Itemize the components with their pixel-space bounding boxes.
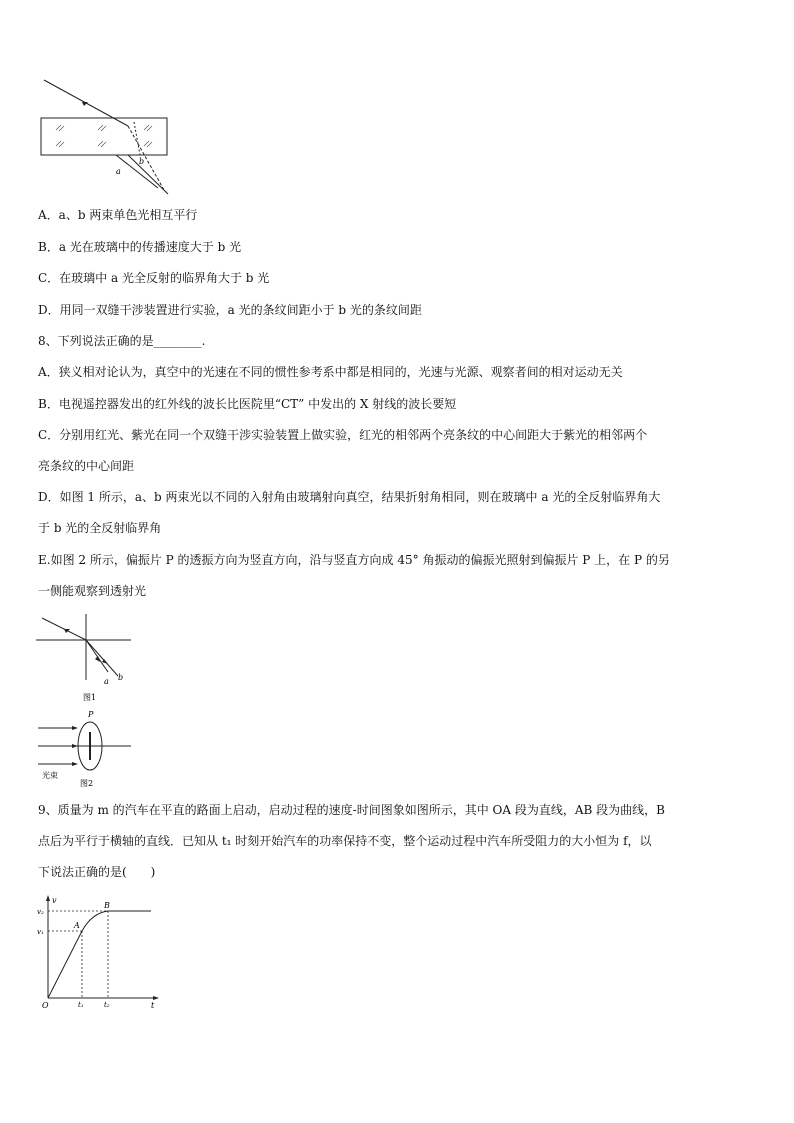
q8-option-d-cont: 于 b 光的全反射临界角 [38, 521, 162, 535]
q8-option-a: A．狭义相对论认为，真空中的光速在不同的惯性参考系中都是相同的，光速与光源、观察者间的相对运动无关 [38, 365, 623, 379]
fig1-caption: 图1 [83, 693, 97, 702]
fig1-label-a: a [104, 677, 109, 686]
fig2-label-p: P [88, 710, 94, 719]
origin-label: O [42, 1001, 49, 1010]
q8-option-e: E.如图 2 所示，偏振片 P 的透振方向为竖直方向，沿与竖直方向成 45° 角振动的偏振光照射到偏振片 P 上，在 P 的另 [38, 553, 670, 567]
figure-2 [36, 706, 136, 788]
label-b: b [139, 157, 145, 166]
q8-option-e-cont: 一侧能观察到透射光 [38, 584, 147, 598]
q7-option-c: C．在玻璃中 a 光全反射的临界角大于 b 光 [38, 271, 270, 285]
q8-option-b: B．电视遥控器发出的红外线的波长比医院里“CT” 中发出的 X 射线的波长要短 [38, 397, 457, 411]
q8-option-d: D．如图 1 所示，a、b 两束光以不同的入射角由玻璃射向真空，结果折射角相同，则在玻璃中 a 光的全反射临界角大 [38, 490, 661, 504]
axis-t-label: t [151, 1001, 155, 1010]
axis-v-label: v [52, 896, 57, 905]
fig2-label-beam: 光束 [42, 771, 58, 780]
q9-stem-2: 点后为平行于横轴的直线．已知从 t₁ 时刻开始汽车的功率保持不变，整个运动过程中汽车所受阻力的大小恒为 f，以 [38, 834, 652, 848]
t1-label: t₁ [78, 1001, 84, 1009]
figure-1 [36, 612, 136, 704]
label-a: a [116, 167, 121, 176]
point-a-label: A [74, 921, 80, 930]
v2-label: v₂ [37, 908, 44, 916]
fig2-caption: 图2 [80, 779, 94, 788]
q8-option-c-cont: 亮条纹的中心间距 [38, 459, 135, 473]
q8-stem: 8、下列说法正确的是________. [38, 334, 206, 348]
glass-slab-figure [36, 78, 176, 198]
q9-stem-1: 9、质量为 m 的汽车在平直的路面上启动，启动过程的速度-时间图象如图所示，其中 OA 段为直线，AB 段为曲线，B [38, 803, 665, 817]
q9-stem-3: 下说法正确的是( ) [38, 865, 156, 879]
q7-option-a: A．a、b 两束单色光相互平行 [38, 208, 198, 222]
q7-option-d: D．用同一双缝干涉装置进行实验，a 光的条纹间距小于 b 光的条纹间距 [38, 303, 422, 317]
fig1-label-b: b [118, 673, 124, 682]
q7-option-b: B．a 光在玻璃中的传播速度大于 b 光 [38, 240, 242, 254]
velocity-time-graph [36, 894, 166, 1010]
t2-label: t₂ [104, 1001, 110, 1009]
point-b-label: B [104, 901, 110, 910]
v1-label: v₁ [37, 928, 44, 936]
q8-option-c: C．分别用红光、紫光在同一个双缝干涉实验装置上做实验，红光的相邻两个亮条纹的中心间距大于紫光的相邻两个 [38, 428, 648, 442]
